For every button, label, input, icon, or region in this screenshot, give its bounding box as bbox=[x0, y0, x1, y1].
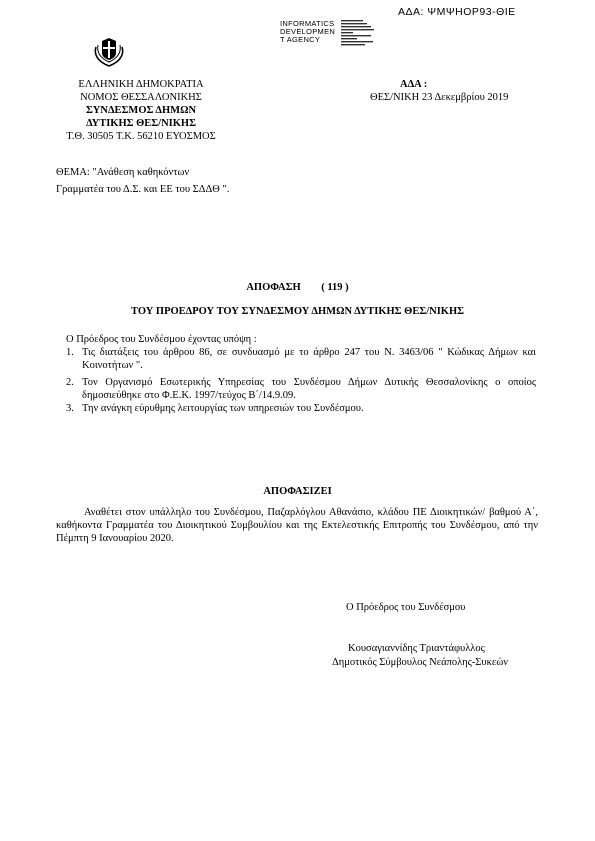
ada-code-header: ΑΔΑ: ΨΜΨΗΟΡ93-ΘΙΕ bbox=[398, 6, 516, 18]
greek-state-emblem-icon bbox=[92, 37, 126, 72]
ada-label: ΑΔΑ : bbox=[400, 79, 428, 90]
issuer-address: Τ.Θ. 30505 Τ.Κ. 56210 ΕΥΟΣΜΟΣ bbox=[66, 131, 216, 142]
ada-date-block bbox=[370, 78, 550, 104]
decision-body-text: Αναθέτει στον υπάλληλο του Συνδέσμου, Παζαρλόγλου Αθανάσιο, κλάδου ΠΕ Διοικητικών/ βαθμού Α΄, καθήκοντα Γραμματέα του Διοικητικού Συμβουλίου και της Εκτελεστικής Επιτροπής του Συνδέσμου, από την Πέμπτη 9 Ιανουαρίου 2020. bbox=[56, 507, 538, 544]
decides-heading: ΑΠΟΦΑΣΙΖΕΙ bbox=[263, 486, 332, 497]
issuer-association: ΣΥΝΔΕΣΜΟΣ ΔΗΜΩΝ bbox=[85, 105, 197, 116]
list-item: 3. Την ανάγκη εύρυθμης λειτουργίας των υπηρεσιών του Συνδέσμου. bbox=[66, 403, 364, 414]
issuer-country: ΕΛΛΗΝΙΚΗ ΔΗΜΟΚΡΑΤΙΑ bbox=[78, 79, 204, 90]
issuer-block bbox=[56, 78, 226, 143]
considerations-list bbox=[66, 346, 536, 415]
signatory-role: Ο Πρόεδρος του Συνδέσμου bbox=[346, 602, 466, 613]
signatory-position: Δημοτικός Σύμβουλος Νεάπολης-Συκεών bbox=[332, 657, 508, 668]
logo-line: T AGENCY bbox=[280, 35, 321, 44]
place-date: ΘΕΣ/ΝΙΚΗ 23 Δεκεμβρίου 2019 bbox=[370, 92, 509, 103]
list-item: 2. Τον Οργανισμό Εσωτερικής Υπηρεσίας του Συνδέσμου Δήμων Δυτικής Θεσσαλονίκης ο οποίος δημοσιεύθηκε στο Φ.Ε.Κ. 1997/τεύχος Β΄/14.9.09. bbox=[66, 377, 536, 401]
decision-subtitle: ΤΟΥ ΠΡΟΕΔΡΟΥ ΤΟΥ ΣΥΝΔΕΣΜΟΥ ΔΗΜΩΝ ΔΥΤΙΚΗΣ ΘΕΣ/ΝΙΚΗΣ bbox=[131, 306, 464, 317]
logo-line: DEVELOPMEN bbox=[280, 27, 336, 36]
issuer-prefecture: ΝΟΜΟΣ ΘΕΣΣΑΛΟΝΙΚΗΣ bbox=[80, 92, 202, 103]
decision-heading bbox=[0, 281, 595, 294]
subject-block bbox=[56, 166, 229, 196]
signatory-name: Κουσαγιαννίδης Τριαντάφυλλος bbox=[348, 643, 485, 654]
decision-number: ( 119 ) bbox=[321, 282, 349, 293]
subject-line: ΘΕΜΑ: "Ανάθεση καθηκόντων bbox=[56, 167, 190, 178]
issuer-region: ΔΥΤΙΚΗΣ ΘΕΣ/ΝΙΚΗΣ bbox=[86, 118, 196, 129]
logo-line: INFORMATICS bbox=[280, 19, 335, 28]
decision-title: ΑΠΟΦΑΣΗ bbox=[246, 282, 301, 293]
considering-intro: Ο Πρόεδρος του Συνδέσμου έχοντας υπόψη : bbox=[66, 334, 257, 345]
informatics-agency-logo bbox=[280, 20, 377, 49]
logo-fine-print-graphic bbox=[341, 20, 377, 49]
subject-line: Γραμματέα του Δ.Σ. και ΕΕ του ΣΔΔΘ ". bbox=[56, 184, 230, 195]
list-item: 1. Τις διατάξεις του άρθρου 86, σε συνδυασμό με το άρθρο 247 του Ν. 3463/06 " Κώδικας Δήμων και Κοινοτήτων ". bbox=[66, 347, 536, 371]
